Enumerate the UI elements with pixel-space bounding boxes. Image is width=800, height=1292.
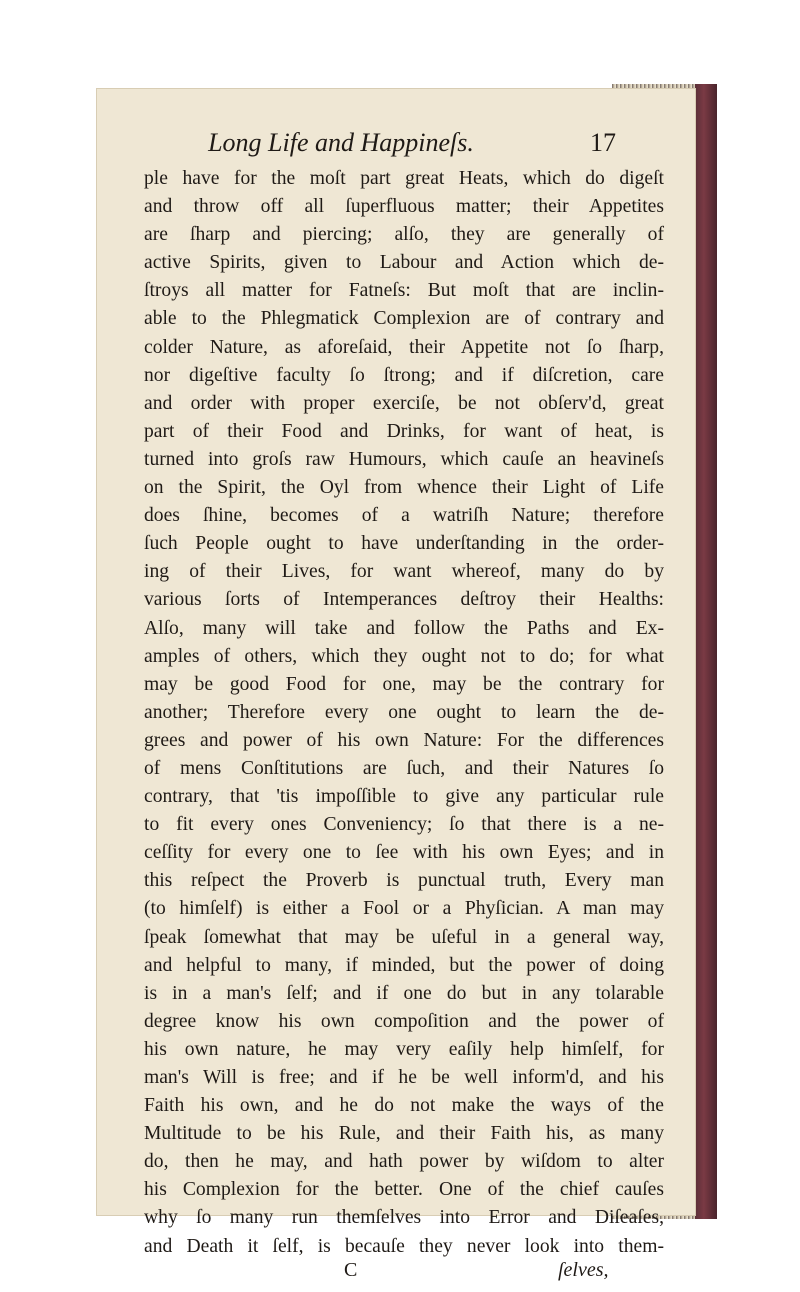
text-line: ing of their Lives, for want whereof, many do by: [144, 561, 664, 583]
text-line: various ſorts of Intemperances deſtroy their Healths:: [144, 589, 664, 611]
text-line: to fit every ones Conveniency; ſo that there is a ne-: [144, 814, 664, 836]
text-line: ſpeak ſomewhat that may be uſeful in a general way,: [144, 926, 664, 948]
signature-mark: C: [344, 1258, 358, 1281]
text-line: why ſo many run themſelves into Error and Diſeaſes,: [144, 1207, 664, 1229]
text-line: ple have for the moſt part great Heats, which do digeſt: [144, 168, 664, 189]
text-line: able to the Phlegmatick Complexion are of contrary and: [144, 308, 664, 330]
text-line: are ſharp and piercing; alſo, they are generally of: [144, 224, 664, 246]
text-line: nor digeſtive faculty ſo ſtrong; and if diſcretion, care: [144, 364, 664, 386]
text-line: (to himſelf) is either a Fool or a Phyſician. A man may: [144, 898, 664, 920]
text-line: is in a man's ſelf; and if one do but in any tolarable: [144, 982, 664, 1004]
text-line: his Complexion for the better. One of the chief cauſes: [144, 1179, 664, 1201]
text-line: contrary, that 'tis impoſſible to give any particular rule: [144, 786, 664, 808]
text-line: this reſpect the Proverb is punctual truth, Every man: [144, 870, 664, 892]
text-line: and throw off all ſuperfluous matter; their Appetites: [144, 196, 664, 218]
page-number: 17: [590, 128, 616, 157]
text-line: do, then he may, and hath power by wiſdom to alter: [144, 1151, 664, 1173]
text-line: colder Nature, as aforeſaid, their Appetite not ſo ſharp,: [144, 336, 664, 358]
text-line: of mens Conſtitutions are ſuch, and their Natures ſo: [144, 757, 664, 779]
text-line: ceſſity for every one to ſee with his own Eyes; and in: [144, 842, 664, 864]
text-line: Multitude to be his Rule, and their Faith his, as many: [144, 1123, 664, 1145]
body-text: [144, 165, 664, 1261]
text-line: man's Will is free; and if he be well inform'd, and his: [144, 1067, 664, 1088]
text-line: and order with proper exerciſe, be not obſerv'd, great: [144, 392, 664, 414]
text-line: part of their Food and Drinks, for want of heat, is: [144, 420, 664, 442]
text-line: ſtroys all matter for Fatneſs: But moſt that are inclin-: [144, 280, 664, 302]
text-line: ſuch People ought to have underſtanding in the order-: [144, 533, 664, 555]
text-line: degree know his own compoſition and the power of: [144, 1010, 664, 1032]
text-line: on the Spirit, the Oyl from whence their Light of Life: [144, 477, 664, 499]
text-line: active Spirits, given to Labour and Action which de-: [144, 252, 664, 274]
text-line: does ſhine, becomes of a watriſh Nature; therefore: [144, 505, 664, 527]
text-line: amples of others, which they ought not to do; for what: [144, 645, 664, 667]
book-page: [96, 88, 696, 1281]
book-cover-edge: [695, 84, 717, 1219]
text-line: his own nature, he may very eaſily help himſelf, for: [144, 1038, 664, 1060]
page-header: [146, 128, 616, 164]
text-line: may be good Food for one, may be the contrary for: [144, 673, 664, 695]
text-line: another; Therefore every one ought to learn the de-: [144, 701, 664, 723]
catchword: ſelves,: [558, 1258, 609, 1281]
running-title: Long Life and Happineſs.: [208, 128, 474, 157]
text-line: and Death it ſelf, is becauſe they never look into them-: [144, 1235, 664, 1257]
text-line: grees and power of his own Nature: For the differences: [144, 729, 664, 751]
text-line: and helpful to many, if minded, but the power of doing: [144, 954, 664, 976]
text-line: turned into groſs raw Humours, which cauſe an heavineſs: [144, 448, 664, 470]
text-line: Faith his own, and he do not make the ways of the: [144, 1095, 664, 1117]
text-line: Alſo, many will take and follow the Paths and Ex-: [144, 617, 664, 639]
